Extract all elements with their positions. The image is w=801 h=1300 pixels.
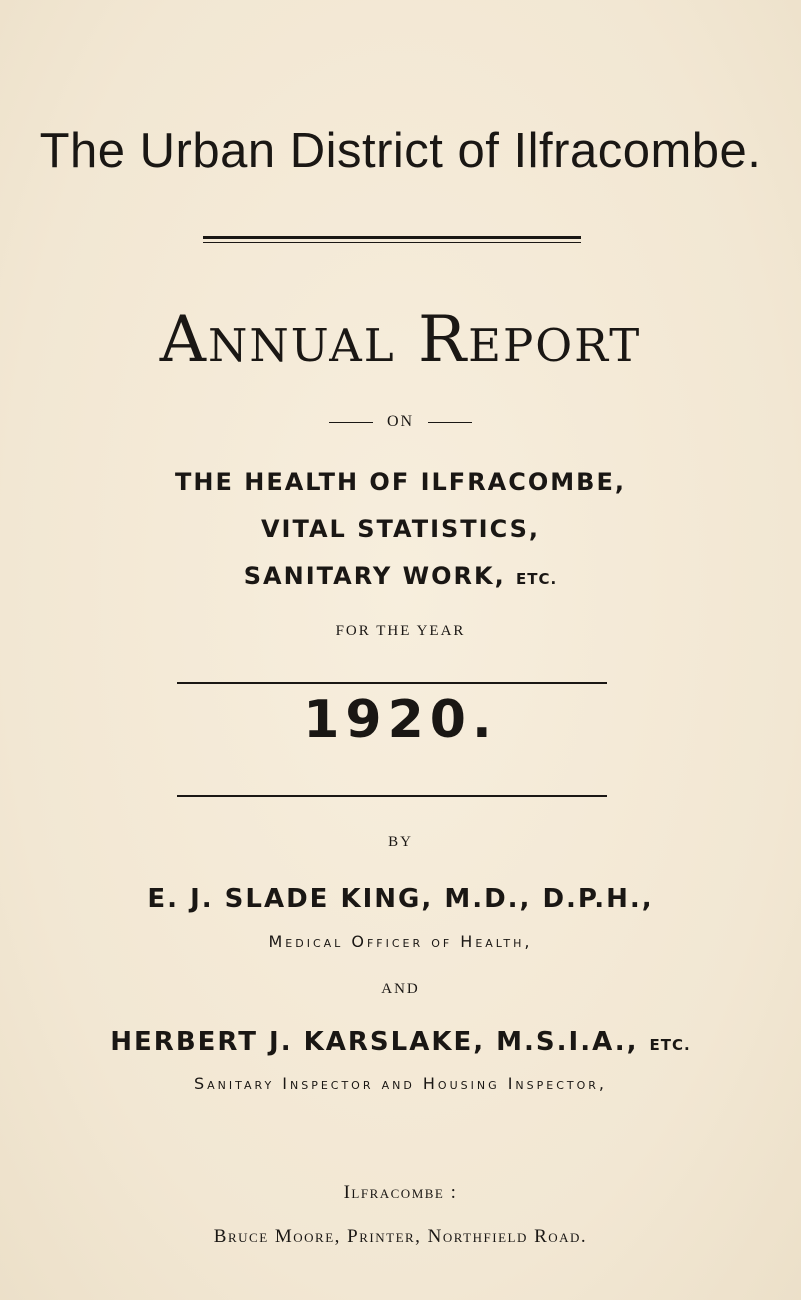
imprint-printer: Bruce Moore, Printer, Northfield Road. xyxy=(213,1226,588,1247)
subject-line-3 xyxy=(0,562,801,590)
on-line xyxy=(0,413,801,431)
on-text: ON xyxy=(386,413,415,430)
author-2-etc: ETC. xyxy=(649,1036,691,1054)
author-2-title: Sanitary Inspector and Housing Inspector, xyxy=(193,1074,607,1093)
subject-line-1: THE HEALTH OF ILFRACOMBE, xyxy=(175,468,626,496)
subject-line-3-etc: ETC. xyxy=(516,570,558,588)
subject-line-3-text: SANITARY WORK, xyxy=(243,562,506,590)
authority-title: The Urban District of Ilfracombe. xyxy=(39,124,762,178)
year-rule-bottom xyxy=(177,795,607,797)
author-2-name-line xyxy=(0,1027,801,1057)
dash-right xyxy=(428,422,472,423)
author-2-name: HERBERT J. KARSLAKE, M.S.I.A., xyxy=(110,1027,639,1057)
and-text: AND xyxy=(381,981,420,997)
double-rule-top xyxy=(203,236,581,239)
report-year: 1920. xyxy=(303,690,498,750)
dash-left xyxy=(329,422,373,423)
report-heading: Annual Report xyxy=(159,303,642,377)
year-rule-top xyxy=(177,682,607,684)
author-1-name: E. J. SLADE KING, M.D., D.P.H., xyxy=(147,884,654,914)
subject-line-2: VITAL STATISTICS, xyxy=(260,515,541,543)
double-rule-bottom xyxy=(203,242,581,243)
author-1-title: Medical Officer of Health, xyxy=(268,932,533,951)
imprint-place: Ilfracombe : xyxy=(343,1182,458,1203)
for-the-year: FOR THE YEAR xyxy=(335,623,466,639)
by-text: BY xyxy=(388,834,413,850)
